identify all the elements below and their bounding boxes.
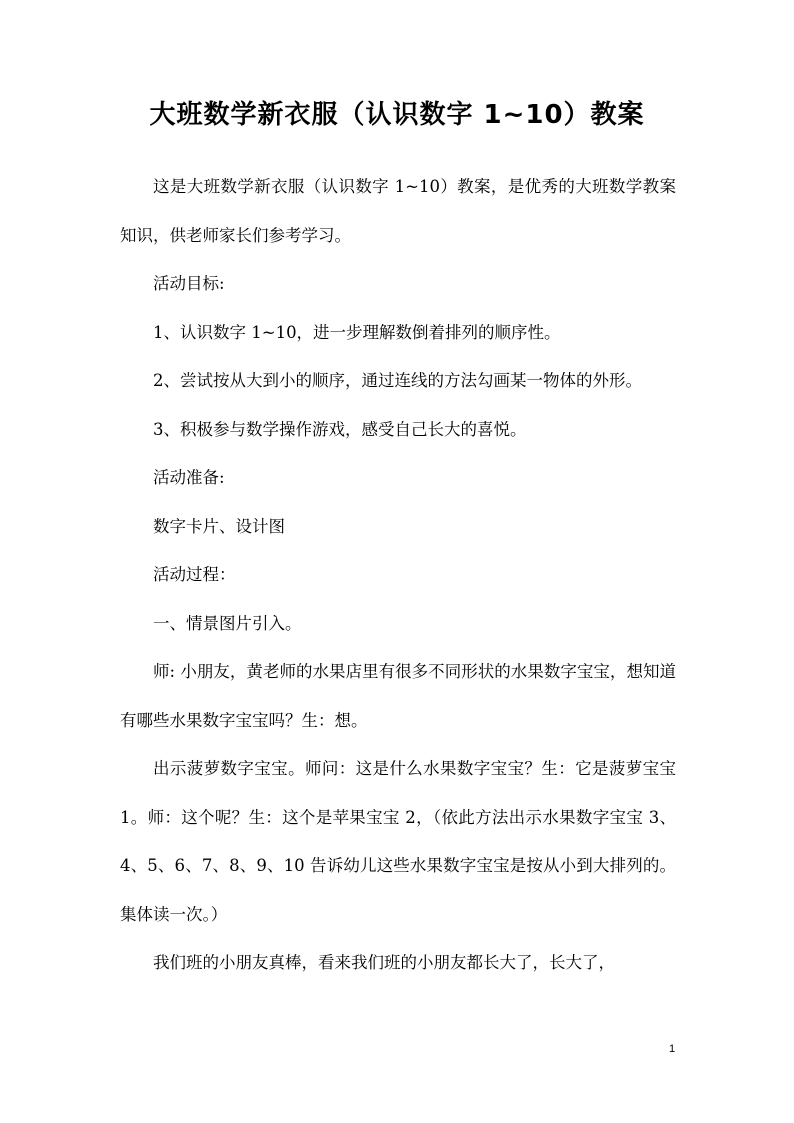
objective-item-2: 2、尝试按从大到小的顺序，通过连线的方法勾画某一物体的外形。 bbox=[153, 371, 642, 390]
document-body bbox=[120, 163, 676, 988]
section-heading-objectives: 活动目标: bbox=[153, 274, 225, 293]
objective-item-1: 1、认识数字 1~10，进一步理解数倒着排列的顺序性。 bbox=[153, 322, 561, 342]
intro-paragraph: 这是大班数学新衣服（认识数字 1~10）教案，是优秀的大班数学教案知识，供老师家长们参考学习。 bbox=[120, 177, 676, 245]
preparation-materials: 数字卡片、设计图 bbox=[153, 516, 285, 536]
dialogue-paragraph: 出示菠萝数字宝宝。师问：这是什么水果数字宝宝？生：它是菠萝宝宝 1。师：这个呢？生：这个是苹果宝宝 2，（依此方法出示水果数字宝宝 3、4、5、6、7、8、9、10 告诉幼儿这些水果数字宝宝是按从小到大排列的。集体读一次。） bbox=[120, 759, 676, 924]
dialogue-paragraph: 我们班的小朋友真棒，看来我们班的小朋友都长大了，长大了， bbox=[153, 953, 615, 972]
section-heading-preparation: 活动准备: bbox=[153, 468, 225, 487]
objective-item-3: 3、积极参与数学操作游戏，感受自己长大的喜悦。 bbox=[153, 419, 527, 439]
page-number: 1 bbox=[668, 1043, 676, 1055]
section-heading-process: 活动过程： bbox=[153, 565, 236, 584]
process-step-1-heading: 一、情景图片引入。 bbox=[153, 613, 302, 633]
document-title: 大班数学新衣服（认识数字 1~10）教案 bbox=[149, 100, 645, 130]
dialogue-paragraph: 师: 小朋友，黄老师的水果店里有很多不同形状的水果数字宝宝，想知道有哪些水果数字宝宝吗？生：想。 bbox=[120, 662, 676, 730]
